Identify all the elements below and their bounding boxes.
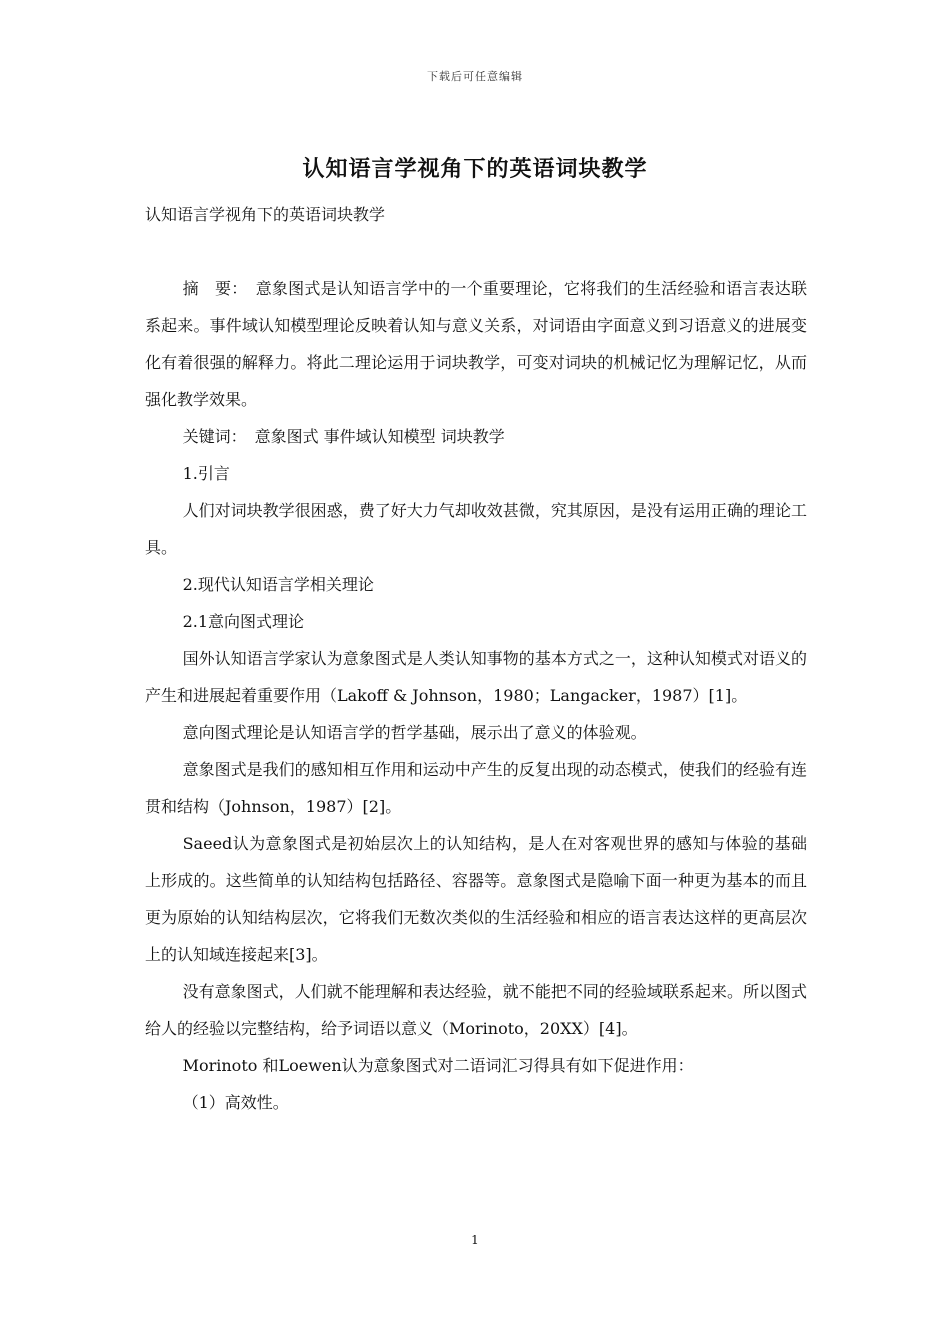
body-paragraph: 国外认知语言学家认为意象图式是人类认知事物的基本方式之一，这种认知模式对语义的产生和进展起着重要作用（Lakoff & Johnson，1980；Langacker，1987）[1]。 [145, 649, 807, 705]
document-title: 认知语言学视角下的英语词块教学 [302, 156, 648, 182]
body-paragraph: 意象图式是我们的感知相互作用和运动中产生的反复出现的动态模式，使我们的经验有连贯和结构（Johnson，1987）[2]。 [145, 760, 807, 816]
list-item: （1）高效性。 [182, 1093, 289, 1112]
body-paragraph: 没有意象图式，人们就不能理解和表达经验，就不能把不同的经验域联系起来。所以图式给人的经验以完整结构，给予词语以意义（Morinoto，20XX）[4]。 [145, 982, 807, 1038]
section-heading: 1.引言 [182, 464, 230, 483]
page-number: 1 [471, 1233, 479, 1247]
page-header: 下载后可任意编辑 [427, 70, 523, 83]
body-paragraph: 意向图式理论是认知语言学的哲学基础，展示出了意义的体验观。 [182, 723, 647, 742]
body-paragraph: Saeed认为意象图式是初始层次上的认知结构，是人在对客观世界的感知与体验的基础上形成的。这些简单的认知结构包括路径、容器等。意象图式是隐喻下面一种更为基本的而且更为原始的认知结构层次，它将我们无数次类似的生活经验和相应的语言表达这样的更高层次上的认知域连接起来[3]。 [145, 834, 807, 964]
section-heading: 2.现代认知语言学相关理论 [182, 575, 374, 594]
keywords-paragraph: 关键词： 意象图式 事件域认知模型 词块教学 [182, 427, 505, 446]
document-subtitle: 认知语言学视角下的英语词块教学 [145, 205, 386, 224]
document-body [145, 270, 807, 1121]
subsection-heading: 2.1意向图式理论 [182, 612, 305, 631]
body-paragraph: Morinoto 和Loewen认为意象图式对二语词汇习得具有如下促进作用： [182, 1056, 694, 1075]
body-paragraph: 人们对词块教学很困惑，费了好大力气却收效甚微，究其原因，是没有运用正确的理论工具。 [145, 501, 807, 557]
abstract-paragraph: 摘 要： 意象图式是认知语言学中的一个重要理论，它将我们的生活经验和语言表达联系起来。事件域认知模型理论反映着认知与意义关系，对词语由字面意义到习语意义的进展变化有着很强的解释力。将此二理论运用于词块教学，可变对词块的机械记忆为理解记忆，从而强化教学效果。 [145, 279, 807, 409]
